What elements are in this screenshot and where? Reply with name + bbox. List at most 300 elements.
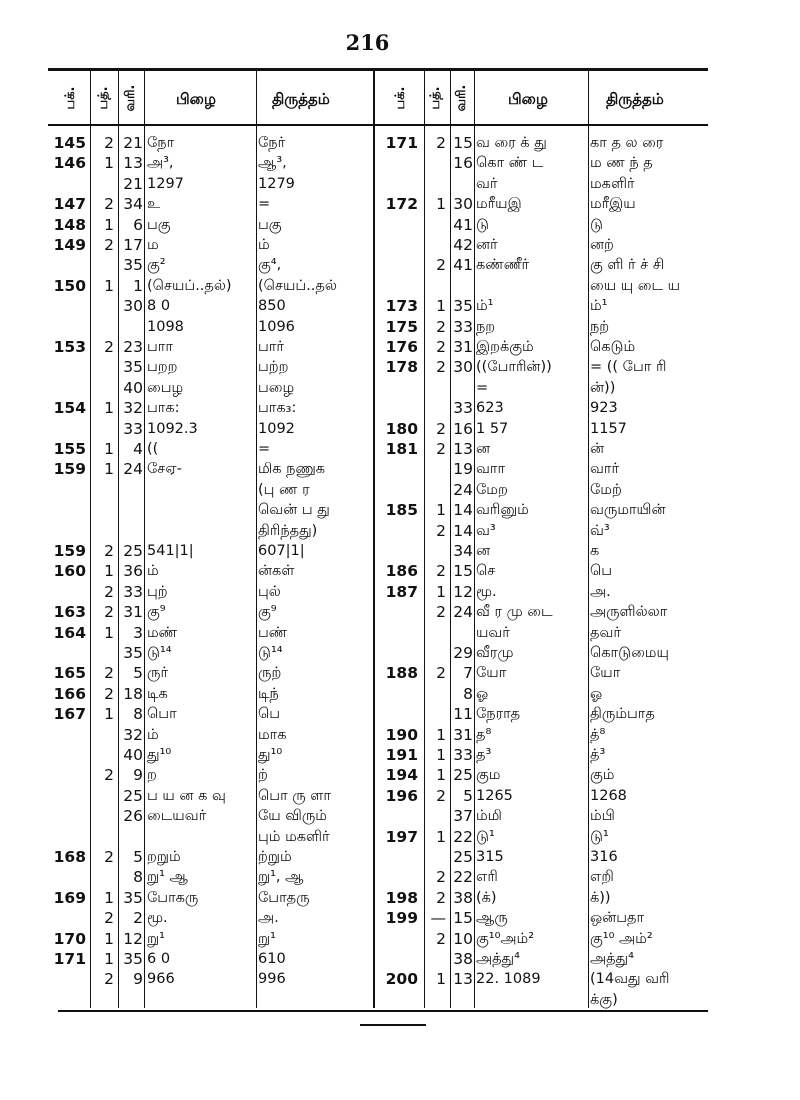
correction-cell: பாக₃: (258, 400, 297, 417)
correction-cell: மாக (258, 726, 287, 743)
page-cell: 171 (385, 134, 418, 152)
line-cell: 8 (463, 684, 473, 703)
page-cell (378, 540, 418, 562)
error-cell: ப ய ன க வு (147, 787, 226, 804)
correction-cell: புல் (258, 583, 281, 600)
error-cell: 315 (476, 849, 504, 865)
line-cell: 33 (123, 419, 143, 438)
header-page: பக். (63, 86, 78, 110)
line-cell: 16 (453, 154, 473, 173)
error-cell: (க்) (476, 889, 497, 906)
errata-row (0, 458, 800, 480)
page-cell: 187 (385, 582, 418, 601)
error-cell: வ ரை க் து (476, 135, 547, 151)
top-rule (48, 68, 708, 71)
line-cell: 25 (123, 786, 143, 805)
error-cell: வரினும் (476, 502, 529, 519)
page-cell: 160 (53, 562, 86, 581)
header-para: பத். (96, 86, 111, 110)
error-cell: செ (476, 563, 496, 580)
para-cell: 1 (436, 297, 446, 316)
correction-cell: கொடுமையு (590, 645, 669, 661)
errata-row (0, 132, 800, 154)
page-cell: 167 (53, 705, 86, 724)
errata-row (0, 438, 800, 460)
correction-cell: கா த ல ரை (590, 135, 664, 151)
line-cell: 32 (123, 725, 143, 744)
page-cell: 178 (385, 358, 418, 377)
line-cell: 41 (453, 256, 473, 275)
para-cell: 1 (436, 725, 446, 744)
line-cell: 37 (453, 807, 473, 826)
correction-cell: யை யு டை ய (590, 277, 681, 294)
errata-row (0, 316, 800, 338)
header-correction: திருத்தம் (606, 90, 664, 108)
errata-row (0, 601, 800, 623)
para-cell: 2 (436, 440, 446, 458)
para-cell: 2 (104, 195, 114, 214)
line-cell: 1 (133, 276, 143, 295)
correction-cell: அருளில்லா (590, 604, 668, 621)
error-cell: மூ. (147, 910, 168, 927)
para-cell: 2 (104, 582, 114, 601)
errata-row (0, 887, 800, 909)
page-cell (378, 928, 418, 950)
para-cell: 1 (104, 888, 114, 907)
header-correction: திருத்தம் (272, 90, 330, 108)
page-cell: 149 (53, 236, 86, 254)
para-cell: 2 (104, 664, 114, 683)
line-cell: 29 (453, 644, 473, 662)
errata-row (0, 948, 800, 970)
para-cell: 2 (436, 562, 446, 581)
error-cell: நேராத (476, 706, 521, 723)
correction-cell: ன் (590, 441, 605, 457)
errata-row (0, 928, 800, 950)
line-cell: 34 (453, 542, 473, 560)
header-page: பக். (393, 86, 408, 110)
page-cell: 200 (385, 970, 418, 989)
para-cell (426, 152, 446, 174)
para-cell: 2 (104, 134, 114, 152)
para-cell: 2 (436, 134, 446, 152)
line-cell: 34 (123, 195, 143, 214)
page-cell: 155 (53, 440, 86, 458)
correction-cell: கு⁴, (258, 257, 282, 274)
correction-cell: நேர் (258, 135, 286, 151)
correction-cell: ம ண ந் த (590, 155, 653, 172)
line-cell: 16 (453, 419, 473, 438)
error-cell: டு¹ (476, 828, 495, 845)
correction-cell: த்³ (590, 747, 606, 763)
line-cell: 7 (463, 664, 473, 683)
para-cell (426, 479, 446, 501)
page-cell: 181 (385, 440, 418, 458)
error-cell: டு¹⁴ (147, 645, 172, 661)
line-cell: 38 (453, 950, 473, 968)
page-cell: 176 (385, 338, 418, 356)
para-cell: 1 (104, 705, 114, 724)
errata-row (0, 336, 800, 358)
line-cell: 35 (123, 888, 143, 907)
line-cell: 24 (453, 480, 473, 499)
para-cell: 1 (104, 154, 114, 173)
error-cell: டிக (147, 685, 168, 702)
para-cell: 1 (104, 399, 114, 418)
page-cell: 148 (53, 215, 86, 234)
para-cell: 2 (104, 684, 114, 703)
line-cell: 21 (123, 174, 143, 193)
error-cell: 8 0 (147, 298, 171, 315)
correction-cell: பும் மகளிர் (258, 828, 330, 845)
error-cell: 1265 (476, 787, 513, 804)
correction-cell: அ. (258, 910, 279, 927)
correction-cell: மகளிர் (590, 175, 635, 192)
error-cell: ற (147, 767, 157, 784)
page-cell (378, 846, 418, 868)
line-cell: 5 (133, 848, 143, 866)
header-bottom-rule (48, 124, 708, 126)
line-cell: 25 (123, 542, 143, 560)
line-cell: 38 (453, 888, 473, 907)
error-cell: ((போரின்)) (476, 359, 552, 376)
errata-row (0, 581, 800, 603)
line-cell: 4 (133, 440, 143, 458)
para-cell: 2 (436, 603, 446, 622)
line-cell: 15 (453, 562, 473, 581)
errata-row (0, 214, 800, 236)
page-cell: 172 (385, 195, 418, 214)
correction-cell: தவர் (590, 624, 621, 641)
line-cell: 5 (133, 664, 143, 683)
para-cell: 2 (104, 338, 114, 356)
page-cell: 186 (385, 562, 418, 581)
correction-cell: 996 (258, 971, 286, 988)
page-cell: 197 (385, 827, 418, 846)
para-cell (426, 540, 446, 562)
page-cell: 188 (385, 664, 418, 683)
line-cell: 42 (453, 236, 473, 254)
errata-row (0, 397, 800, 419)
page-cell: 196 (385, 786, 418, 805)
error-cell: கு⁹ (147, 604, 166, 621)
errata-row (0, 846, 800, 868)
page-cell: 170 (53, 929, 86, 948)
page-cell: 153 (53, 338, 86, 356)
bottom-short-rule (360, 1024, 426, 1026)
error-cell: பாக: (147, 400, 180, 417)
page-cell: 150 (53, 276, 86, 295)
para-cell: 2 (104, 909, 114, 928)
para-cell: 2 (436, 929, 446, 948)
correction-cell: த்⁸ (590, 726, 606, 743)
para-cell: 2 (436, 338, 446, 356)
correction-cell: 1157 (590, 420, 627, 437)
line-cell: 22 (453, 827, 473, 846)
correction-cell: ம்¹ (590, 298, 608, 315)
error-cell: பாா (147, 339, 173, 355)
page-cell: 159 (53, 460, 86, 479)
page-cell: 198 (385, 888, 418, 907)
error-cell: த⁸ (476, 726, 492, 743)
page-cell (378, 479, 418, 501)
errata-row (0, 785, 800, 807)
para-cell: 1 (104, 950, 114, 968)
error-cell: ம்¹ (476, 298, 494, 315)
correction-cell: 1268 (590, 787, 627, 804)
errata-row (0, 642, 800, 664)
para-cell: 1 (436, 827, 446, 846)
errata-row (0, 826, 800, 848)
para-cell (426, 805, 446, 827)
error-cell: பகு (147, 216, 171, 233)
correction-cell: பகு (258, 216, 282, 233)
page-cell: 164 (53, 623, 86, 642)
para-cell: 2 (104, 236, 114, 254)
para-cell: 2 (436, 664, 446, 683)
para-cell: 2 (104, 970, 114, 989)
para-cell: 1 (104, 440, 114, 458)
errata-row (0, 560, 800, 582)
para-cell: 2 (436, 786, 446, 805)
error-cell: 1297 (147, 175, 184, 192)
para-cell: 1 (104, 215, 114, 234)
line-cell: 6 (133, 215, 143, 234)
line-cell: 36 (123, 562, 143, 581)
para-cell (426, 683, 446, 705)
para-cell (426, 948, 446, 970)
para-cell: 1 (104, 623, 114, 642)
correction-cell: 1092 (258, 420, 295, 437)
error-cell: ம் (147, 563, 159, 580)
correction-cell: = (258, 441, 271, 457)
line-cell: 21 (123, 134, 143, 152)
para-cell (426, 989, 446, 1011)
correction-cell: வென் ப து (258, 502, 330, 519)
correction-cell: க (590, 543, 600, 559)
errata-row (0, 989, 800, 1011)
page-cell: 180 (385, 419, 418, 438)
error-cell: பைழ (147, 379, 184, 396)
line-cell: 22 (453, 868, 473, 887)
errata-row (0, 724, 800, 746)
para-cell: 2 (436, 521, 446, 540)
correction-cell: கெடும் (590, 339, 636, 355)
page-cell (378, 173, 418, 195)
correction-cell: பண் (258, 624, 288, 641)
page-cell (378, 601, 418, 623)
line-cell: 17 (123, 236, 143, 254)
page-cell (378, 805, 418, 827)
correction-cell: வ்³ (590, 522, 610, 539)
correction-cell: டு (590, 216, 603, 233)
para-cell: 1 (104, 562, 114, 581)
error-cell: வாா (476, 461, 506, 478)
page-cell (378, 377, 418, 399)
errata-row (0, 234, 800, 256)
line-cell: 24 (123, 460, 143, 479)
error-cell: மூ. (476, 583, 497, 600)
correction-cell: 1096 (258, 318, 295, 335)
correction-cell: அ. (590, 583, 611, 600)
page-cell: 159 (53, 542, 86, 560)
page-cell (378, 214, 418, 236)
para-cell: 2 (436, 868, 446, 887)
error-cell: அ³, (147, 155, 174, 172)
correction-cell: ற் (258, 767, 268, 784)
correction-cell: வருமாயின் (590, 502, 666, 519)
line-cell: 26 (123, 807, 143, 826)
page-cell: 165 (53, 664, 86, 683)
errata-row (0, 540, 800, 562)
error-cell: மரீயஇ (476, 196, 522, 213)
error-cell: டையவர் (147, 808, 207, 825)
page-cell: 146 (53, 154, 86, 173)
error-cell: து¹⁰ (147, 747, 172, 763)
error-cell: று¹ (147, 930, 165, 947)
line-cell: 15 (453, 134, 473, 152)
correction-cell: மேற் (590, 481, 622, 498)
error-cell: புற் (147, 583, 168, 600)
error-cell: 6 0 (147, 951, 171, 967)
para-cell (426, 173, 446, 195)
error-cell: = (476, 379, 489, 396)
para-cell: 2 (436, 358, 446, 377)
page-cell (378, 234, 418, 256)
correction-cell: யே விரும் (258, 808, 327, 825)
page-cell: 168 (53, 848, 86, 866)
error-cell: 22. 1089 (476, 971, 541, 988)
error-cell: ன (476, 441, 491, 457)
line-cell: 33 (453, 746, 473, 764)
line-cell: 33 (123, 582, 143, 601)
line-cell: 40 (123, 378, 143, 397)
line-cell: 8 (133, 868, 143, 887)
page-number: 216 (345, 30, 390, 55)
page-cell (378, 520, 418, 542)
correction-cell: ஆ³, (258, 155, 287, 172)
errata-row (0, 418, 800, 440)
correction-cell: பொ ரு ளா (258, 787, 331, 804)
errata-row (0, 193, 800, 215)
para-cell (426, 846, 446, 868)
error-cell: வர் (476, 175, 498, 192)
line-cell: 13 (123, 154, 143, 173)
correction-cell: ஓ (590, 685, 603, 702)
error-cell: ம (147, 237, 159, 253)
correction-cell: டு¹ (590, 828, 609, 845)
error-cell: டு (476, 216, 489, 233)
para-cell (426, 377, 446, 399)
correction-cell: 610 (258, 951, 286, 967)
errata-row (0, 968, 800, 990)
page-cell (378, 642, 418, 664)
correction-cell: திரிந்தது) (258, 522, 318, 539)
line-cell: 31 (123, 603, 143, 622)
header-error: பிழை (508, 90, 548, 108)
errata-row (0, 662, 800, 684)
line-cell (451, 173, 473, 195)
para-cell: 2 (104, 542, 114, 560)
page-cell: 147 (53, 195, 86, 214)
error-cell: வீரமு (476, 645, 514, 661)
error-cell: பறற (147, 359, 178, 376)
error-cell: இறக்கும் (476, 339, 534, 355)
errata-row (0, 295, 800, 317)
page-cell: 190 (385, 725, 418, 744)
page-cell (378, 397, 418, 419)
error-cell: மண் (147, 624, 178, 641)
error-cell: (செயப்..தல்) (147, 277, 232, 294)
errata-row (0, 254, 800, 276)
error-cell: நோ (147, 135, 175, 151)
correction-cell: ன்கள் (258, 563, 295, 580)
page-cell: 163 (53, 603, 86, 622)
page-cell (378, 152, 418, 174)
line-cell: 12 (123, 929, 143, 948)
correction-cell: 607|1| (258, 543, 305, 559)
page-cell (378, 254, 418, 276)
line-cell: 18 (123, 684, 143, 703)
page-cell: 173 (385, 297, 418, 316)
correction-cell: (14வது வரி (590, 971, 670, 988)
correction-cell: = (( போ ரி (590, 359, 667, 376)
error-cell: யோ (476, 665, 507, 682)
para-cell (426, 703, 446, 725)
correction-cell: ம் (258, 237, 270, 253)
line-cell: 9 (133, 970, 143, 989)
correction-cell: (செயப்..தல் (258, 277, 337, 294)
correction-cell: போதரு (258, 889, 310, 906)
line-cell: 30 (123, 297, 143, 316)
para-cell (426, 214, 446, 236)
para-cell: 2 (436, 317, 446, 336)
correction-cell: று¹, ஆ (258, 869, 304, 886)
correction-cell: று¹ (258, 930, 276, 947)
correction-cell: அத்து⁴ (590, 951, 634, 967)
para-cell: 1 (436, 501, 446, 520)
correction-cell: = (258, 196, 271, 213)
correction-cell: யோ (590, 665, 621, 682)
correction-cell: பழை (258, 379, 295, 396)
errata-row (0, 499, 800, 521)
header-error: பிழை (176, 90, 216, 108)
para-cell: 1 (104, 929, 114, 948)
error-cell: உ (147, 196, 161, 213)
line-cell: 15 (453, 909, 473, 928)
errata-row (0, 152, 800, 174)
errata-row (0, 622, 800, 644)
line-cell (451, 989, 473, 1011)
page-cell: 175 (385, 317, 418, 336)
para-cell: 2 (436, 888, 446, 907)
line-cell: 12 (453, 582, 473, 601)
line-cell: 13 (453, 970, 473, 989)
correction-cell: 1279 (258, 175, 295, 192)
error-cell: வ³ (476, 522, 496, 539)
line-cell: 5 (463, 786, 473, 805)
line-cell: 24 (453, 603, 473, 622)
correction-cell: ற்றும் (258, 849, 292, 865)
error-cell (476, 275, 586, 297)
page-cell (378, 458, 418, 480)
para-cell (426, 622, 446, 644)
line-cell: 30 (453, 358, 473, 377)
para-cell: 2 (104, 603, 114, 622)
para-cell: 1 (436, 195, 446, 214)
page-cell: 154 (53, 399, 86, 418)
error-cell: கு¹⁰அம்² (476, 930, 535, 947)
